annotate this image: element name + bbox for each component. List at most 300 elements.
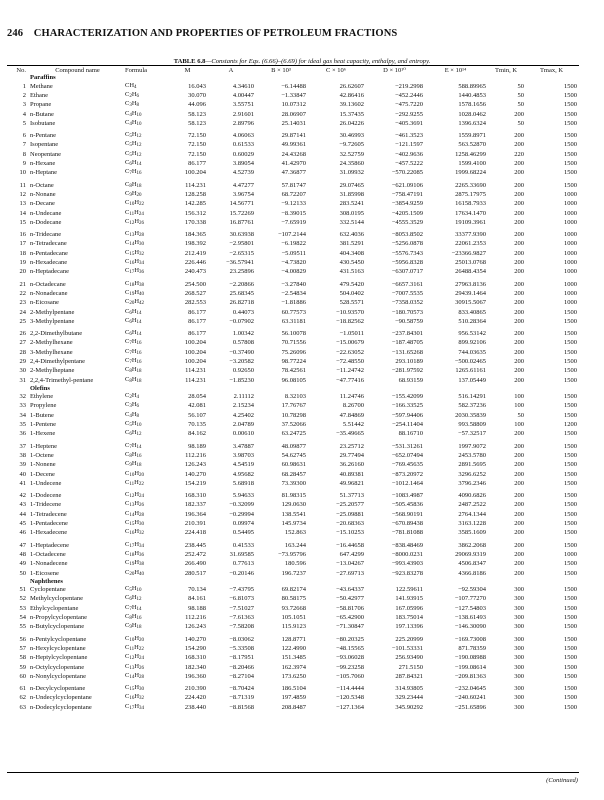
table-cell: 200 — [514, 308, 524, 316]
table-cell: −3854.9259 — [391, 200, 423, 208]
table-cell: 220 — [514, 150, 524, 158]
table-cell: −4555.3529 — [391, 218, 423, 226]
table-cell: 4.00447 — [232, 91, 254, 99]
table-cell: 28.06907 — [281, 110, 306, 118]
table-cell: −48.15565 — [335, 644, 364, 652]
table-cell: 128.8771 — [281, 635, 306, 643]
table-cell: 39 — [19, 461, 26, 469]
table-row — [7, 429, 579, 438]
table-cell: 53 — [19, 604, 26, 612]
table-cell: 200 — [514, 110, 524, 118]
table-row — [7, 451, 579, 460]
table-cell: 1559.8971 — [458, 132, 486, 140]
table-cell: 1500 — [564, 411, 577, 419]
table-row — [7, 239, 579, 248]
table-cell: 1.00342 — [232, 330, 254, 338]
table-cell: −838.48469 — [391, 541, 423, 549]
table-cell: $C_{10}H_{20}$ — [125, 634, 145, 643]
table-cell: −5.09511 — [281, 249, 306, 257]
table-cell: $C_8H_{16}$ — [125, 450, 142, 459]
table-cell: 84.162 — [188, 430, 206, 438]
table-cell: 200 — [514, 470, 524, 478]
table-cell: Isopentane — [30, 141, 59, 149]
table-cell: 29.77494 — [339, 451, 364, 459]
table-cell: 2875.17975 — [455, 190, 486, 198]
table-cell: 200 — [514, 550, 524, 558]
table-cell: 14 — [19, 209, 26, 217]
table-cell: −8000.0231 — [391, 550, 423, 558]
table-cell: 1500 — [564, 510, 577, 518]
table-cell: n-Dodecane — [30, 218, 62, 226]
table-cell: 72.150 — [188, 141, 206, 149]
table-row — [7, 329, 579, 338]
table-cell: n-Propylcyclopentane — [30, 614, 88, 622]
table-cell: $C_{12}H_{24}$ — [125, 653, 145, 662]
table-cell: n-Pentylcyclopentane — [30, 635, 87, 643]
table-cell: $C_{20}H_{42}$ — [125, 298, 145, 307]
table-cell: 72.150 — [188, 132, 206, 140]
table-cell: 314.93805 — [395, 685, 423, 693]
table-cell: $C_6H_{14}$ — [125, 159, 142, 168]
table-cell: 0.57808 — [232, 339, 254, 347]
table-cell: Methane — [30, 82, 53, 90]
table-cell: 1000 — [564, 231, 577, 239]
table-cell: n-Nonylcyclopentane — [30, 672, 86, 680]
table-row — [7, 519, 579, 528]
table-cell: 1500 — [564, 442, 577, 450]
table-cell: 170.338 — [184, 218, 206, 226]
table-cell: 0.09974 — [232, 520, 254, 528]
table-cell: 58 — [19, 654, 26, 662]
table-row — [7, 209, 579, 218]
table-row — [7, 585, 579, 594]
table-cell: 225.20999 — [395, 635, 423, 643]
table-cell: 200 — [514, 132, 524, 140]
table-cell: 24.35860 — [339, 160, 364, 168]
table-cell: n-Hexadecane — [30, 259, 68, 267]
table-cell: −3.27840 — [281, 280, 306, 288]
table-cell: 1-Undecene — [30, 479, 62, 487]
table-cell: 25.14031 — [281, 119, 306, 127]
table-cell: 168.310 — [184, 492, 206, 500]
table-cell: 122.4990 — [281, 644, 306, 652]
table-row — [7, 470, 579, 479]
table-cell: 4090.6826 — [458, 492, 486, 500]
table-cell: 184.365 — [184, 231, 206, 239]
table-cell: 1440.4853 — [458, 91, 486, 99]
table-cell: 5.94633 — [232, 492, 254, 500]
table-cell: 200 — [514, 461, 524, 469]
table-cell: 34 — [19, 411, 26, 419]
table-cell: 141.93915 — [395, 595, 423, 603]
table-cell: −169.73008 — [454, 635, 486, 643]
table-cell: −10.93570 — [335, 308, 364, 316]
table-cell: −15.00679 — [335, 339, 364, 347]
table-cell: 154.290 — [184, 644, 206, 652]
table-cell: 3-Methylhexane — [30, 348, 73, 356]
table-cell: 145.9734 — [281, 520, 306, 528]
table-cell: $C_{15}H_{30}$ — [125, 519, 145, 528]
table-cell: −23366.9827 — [451, 249, 486, 257]
page-number: 246 — [7, 28, 24, 39]
table-cell: 3296.6252 — [458, 470, 486, 478]
table-cell: 300 — [514, 595, 524, 603]
table-cell: 1500 — [564, 604, 577, 612]
table-cell: 36 — [19, 430, 26, 438]
table-row — [7, 672, 579, 681]
table-cell: 12 — [19, 190, 26, 198]
table-cell: 3.47887 — [232, 442, 254, 450]
table-row — [7, 528, 579, 537]
section-heading-row — [7, 385, 579, 392]
table-cell: −47.77416 — [335, 376, 364, 384]
table-cell: $C_6H_{14}$ — [125, 307, 142, 316]
table-cell: n-Heptane — [30, 169, 58, 177]
table-cell: −237.84301 — [391, 330, 423, 338]
table-cell: 200 — [514, 249, 524, 257]
table-cell: 200 — [514, 510, 524, 518]
table-cell: 31 — [19, 376, 26, 384]
table-cell: 1500 — [564, 644, 577, 652]
table-cell: 196.364 — [184, 510, 206, 518]
table-cell: 167.05996 — [395, 604, 423, 612]
table-cell: $C_9H_{20}$ — [125, 189, 142, 198]
table-cell: 8.32103 — [284, 393, 306, 401]
table-cell: 163.244 — [284, 541, 306, 549]
table-cell: 282.553 — [184, 299, 206, 307]
table-cell: 1999.68224 — [455, 169, 486, 177]
table-row — [7, 500, 579, 509]
table-cell: 46 — [19, 529, 26, 537]
table-cell: $C_8H_{16}$ — [125, 613, 142, 622]
table-cell: 1-Heptene — [30, 442, 58, 450]
table-row — [7, 91, 579, 100]
table-cell: 899.92106 — [458, 339, 486, 347]
table-cell: 26.62607 — [339, 82, 364, 90]
table-cell: 1-Eicosene — [30, 569, 59, 577]
table-cell: 10 — [19, 169, 26, 177]
table-cell: 39.13602 — [339, 101, 364, 109]
table-cell: 1500 — [564, 685, 577, 693]
table-cell: −5256.0878 — [391, 240, 423, 248]
table-cell: $C_7H_{16}$ — [125, 168, 142, 177]
table-cell: 200 — [514, 520, 524, 528]
table-cell: 22061.2353 — [455, 240, 486, 248]
table-cell: 138.5541 — [281, 510, 306, 518]
table-cell: 271.5150 — [398, 663, 423, 671]
table-cell: −500.02465 — [454, 358, 486, 365]
table-cell: 115.9123 — [281, 623, 306, 631]
table-cell: 4.06063 — [232, 132, 254, 140]
table-cell: 41.42970 — [281, 160, 306, 168]
table-cell: $C_{12}H_{26}$ — [125, 217, 145, 226]
table-cell: 50 — [517, 101, 524, 109]
table-cell: 168.310 — [184, 654, 206, 662]
column-header: D × 10¹⁰ — [383, 67, 406, 75]
table-cell: 100.204 — [184, 358, 206, 365]
table-cell: −4.00829 — [281, 268, 306, 276]
table-cell: 50 — [517, 91, 524, 99]
table-cell: 7 — [22, 141, 26, 149]
table-cell: 1500 — [564, 141, 577, 149]
table-cell: 50 — [517, 411, 524, 419]
table-cell: 173.6250 — [281, 672, 306, 680]
table-cell: 308.0195 — [339, 209, 364, 217]
table-cell: −2.20866 — [229, 280, 254, 288]
table-cell: 1500 — [564, 663, 577, 671]
table-cell: 1000 — [564, 550, 577, 558]
table-cell: 15.72269 — [229, 209, 254, 217]
table-cell: −1012.1464 — [391, 479, 423, 487]
table-cell: 25013.0768 — [455, 259, 486, 267]
table-cell: 112.216 — [185, 614, 206, 622]
table-cell: 186.5104 — [281, 685, 306, 693]
table-row — [7, 401, 579, 410]
table-cell: −0.07902 — [229, 317, 254, 325]
table-cell: 300 — [514, 654, 524, 662]
table-cell: 197.13396 — [395, 623, 423, 631]
table-cell: −57.32517 — [457, 430, 486, 438]
table-cell: −36.57941 — [225, 259, 254, 267]
table-cell: 10.78298 — [281, 411, 306, 419]
table-cell: −2.54834 — [281, 289, 306, 297]
table-cell: 208.8487 — [281, 703, 306, 711]
table-cell: 126.243 — [184, 461, 206, 469]
table-cell: 11 — [19, 181, 26, 189]
table-cell: n-Octadecane — [30, 280, 66, 288]
table-cell: −2.95801 — [229, 240, 254, 248]
table-cell: 1258.46299 — [455, 150, 486, 158]
table-cell: 63.24725 — [281, 430, 306, 438]
table-cell: $C_8H_{18}$ — [125, 180, 142, 189]
table-cell: 268.527 — [184, 289, 206, 297]
table-cell: 1500 — [564, 586, 577, 594]
table-cell: 1500 — [564, 393, 577, 401]
table-cell: −251.65896 — [454, 703, 486, 711]
table-row — [7, 622, 579, 631]
table-cell: 1500 — [564, 541, 577, 549]
table-cell: 3862.2068 — [458, 541, 486, 549]
table-cell: 21 — [19, 280, 26, 288]
table-cell: 1-Decene — [30, 470, 55, 478]
table-cell: −199.08614 — [454, 663, 486, 671]
table-cell: 4.47277 — [232, 181, 254, 189]
table-cell: 200 — [514, 430, 524, 438]
table-cell: 32.52759 — [339, 150, 364, 158]
table-cell: $C_2H_4$ — [125, 392, 140, 401]
table-cell: 1000 — [564, 240, 577, 248]
table-cell: 11.24746 — [339, 393, 364, 401]
table-cell: 1000 — [564, 299, 577, 307]
table-cell: n-Tetradecane — [30, 240, 67, 248]
table-cell: −18.82562 — [335, 317, 364, 325]
table-cell: 22 — [19, 289, 26, 297]
table-row — [7, 479, 579, 488]
table-cell: 17634.1470 — [455, 209, 486, 217]
table-cell: −219.2998 — [394, 82, 423, 90]
table-cell: 293.10189 — [395, 358, 423, 365]
table-cell: −72.48550 — [335, 358, 364, 365]
table-cell: 16 — [19, 231, 26, 239]
table-cell: 1-Heptadecene — [30, 541, 69, 549]
table-cell: Ethylcyclopentane — [30, 604, 79, 612]
table-cell: 1500 — [564, 451, 577, 459]
table-cell: −92.59304 — [457, 586, 486, 594]
table-cell: 1-Pentene — [30, 421, 56, 429]
table-cell: 1578.1656 — [458, 101, 486, 109]
table-cell: 200 — [514, 280, 524, 288]
table-cell: 33 — [19, 402, 26, 410]
table-cell: 100.204 — [184, 339, 206, 347]
table-cell: −16.44658 — [335, 541, 364, 549]
table-cell: 300 — [514, 635, 524, 643]
table-cell: 198.392 — [184, 240, 206, 248]
table-cell: 1396.6324 — [458, 119, 486, 127]
table-cell: 37.52066 — [281, 421, 306, 429]
table-cell: 9 — [22, 160, 26, 168]
table-cell: 200 — [514, 190, 524, 198]
table-cell: n-Butane — [30, 110, 54, 118]
table-cell: 196.7237 — [281, 569, 306, 577]
table-cell: 431.5163 — [339, 268, 364, 276]
table-cell: $C_{13}H_{26}$ — [125, 662, 145, 671]
table-cell: 200 — [514, 451, 524, 459]
table-cell: −80.20325 — [335, 635, 364, 643]
table-cell: 16158.7933 — [455, 200, 486, 208]
table-cell: 60 — [19, 672, 26, 680]
table-row — [7, 289, 579, 298]
table-cell: $CH_4$ — [125, 81, 137, 90]
table-cell: 1-Tetradecene — [30, 510, 67, 518]
table-cell: 50 — [517, 82, 524, 90]
table-cell: 200 — [514, 339, 524, 347]
table-cell: 2.11112 — [233, 393, 254, 401]
table-cell: 4.52739 — [232, 169, 254, 177]
table-cell: 2,4-Dimethylpentane — [30, 358, 86, 365]
table-cell: −923.83278 — [391, 569, 423, 577]
table-cell: 200 — [514, 358, 524, 365]
table-cell: 28.054 — [188, 393, 206, 401]
table-cell: 212.419 — [184, 249, 206, 257]
table-cell: −781.81088 — [391, 529, 423, 537]
table-cell: 3.89054 — [232, 160, 254, 168]
table-cell: 1-Octadecene — [30, 550, 66, 558]
table-cell: 32 — [19, 393, 26, 401]
running-header — [7, 28, 397, 39]
table-cell: 14.56771 — [229, 200, 254, 208]
table-cell: $C_8H_{18}$ — [125, 366, 142, 375]
table-row — [7, 249, 579, 258]
table-cell: −758.47191 — [391, 190, 423, 198]
table-cell: 16.043 — [188, 82, 206, 90]
table-cell: −187.48705 — [391, 339, 423, 347]
table-cell: 112.216 — [185, 451, 206, 459]
table-cell: −6.14488 — [281, 82, 306, 90]
table-cell: $C_9H_{18}$ — [125, 622, 142, 631]
table-cell: $C_{14}H_{30}$ — [125, 239, 145, 248]
table-row — [7, 604, 579, 613]
table-cell: 1000 — [564, 249, 577, 257]
table-cell: 69.82174 — [281, 586, 306, 594]
table-cell: 68.28457 — [281, 470, 306, 478]
table-cell: −993.43903 — [391, 560, 423, 568]
table-cell: 1500 — [564, 402, 577, 410]
table-cell: 0.77613 — [232, 560, 254, 568]
table-cell: 61 — [19, 685, 26, 693]
table-cell: −8.03062 — [229, 635, 254, 643]
table-cell: −7.61363 — [229, 614, 254, 622]
table-cell: n-Hexane — [30, 160, 56, 168]
table-cell: 1-Nonene — [30, 461, 56, 469]
table-cell: 0.41533 — [232, 541, 254, 549]
table-cell: 1200 — [564, 421, 577, 429]
table-cell: 3.96754 — [232, 190, 254, 198]
table-cell: 2.15234 — [232, 402, 254, 410]
table-cell: Ethylene — [30, 393, 54, 401]
table-cell: 4 — [22, 110, 26, 118]
table-row — [7, 159, 579, 168]
table-body — [7, 74, 579, 712]
table-cell: 1000 — [564, 190, 577, 198]
table-cell: Ethane — [30, 91, 49, 99]
running-title: CHARACTERIZATION AND PROPERTIES OF PETROLEUM FRACTIONS — [33, 28, 398, 39]
table-row — [7, 258, 579, 267]
table-cell: 1-Nonadecene — [30, 560, 68, 568]
table-cell: 140.270 — [184, 635, 206, 643]
table-cell: 300 — [514, 604, 524, 612]
table-cell: 1500 — [564, 181, 577, 189]
table-cell: 43 — [19, 501, 26, 509]
table-cell: 31.85998 — [339, 190, 364, 198]
table-cell: 510.28364 — [458, 317, 486, 325]
table-cell: 956.53142 — [458, 330, 486, 338]
column-header: Tmax, K — [539, 66, 564, 74]
table-cell: 200 — [514, 141, 524, 149]
table-row — [7, 218, 579, 227]
table-row — [7, 420, 579, 429]
table-row — [7, 460, 579, 469]
table-cell: −5.33508 — [229, 644, 254, 652]
table-cell: −452.2446 — [394, 91, 423, 99]
table-cell: 1-Pentadecene — [30, 520, 68, 528]
table-cell: 200 — [514, 560, 524, 568]
table-cell: 23 — [19, 299, 26, 307]
table-cell: 60.77573 — [281, 308, 306, 316]
table-cell: n-Octane — [30, 181, 54, 189]
table-cell: 200 — [514, 240, 524, 248]
table-cell: $C_4H_{10}$ — [125, 109, 142, 118]
table-cell: 128.258 — [184, 190, 206, 198]
table-cell: −8053.8502 — [391, 231, 423, 239]
table-row — [7, 82, 579, 91]
table-cell: −240.60241 — [454, 694, 486, 702]
table-cell: −0.20146 — [229, 569, 254, 577]
table-row — [7, 569, 579, 578]
table-cell: −166.33525 — [391, 402, 423, 410]
table-cell: 300 — [514, 663, 524, 671]
table-cell: 47 — [19, 541, 26, 549]
table-cell: 52 — [19, 595, 26, 603]
table-cell: −1.81886 — [281, 299, 306, 307]
table-row — [7, 594, 579, 603]
table-cell: 2,2-Dimethylbutane — [30, 330, 83, 338]
table-cell: 42 — [19, 492, 26, 500]
table-cell: 142.285 — [184, 200, 206, 208]
table-cell: 42.081 — [188, 402, 206, 410]
table-cell: 1500 — [564, 367, 577, 375]
table-cell: 2-Methylheptane — [30, 367, 75, 375]
table-cell: n-Octylcyclopentane — [30, 663, 85, 671]
